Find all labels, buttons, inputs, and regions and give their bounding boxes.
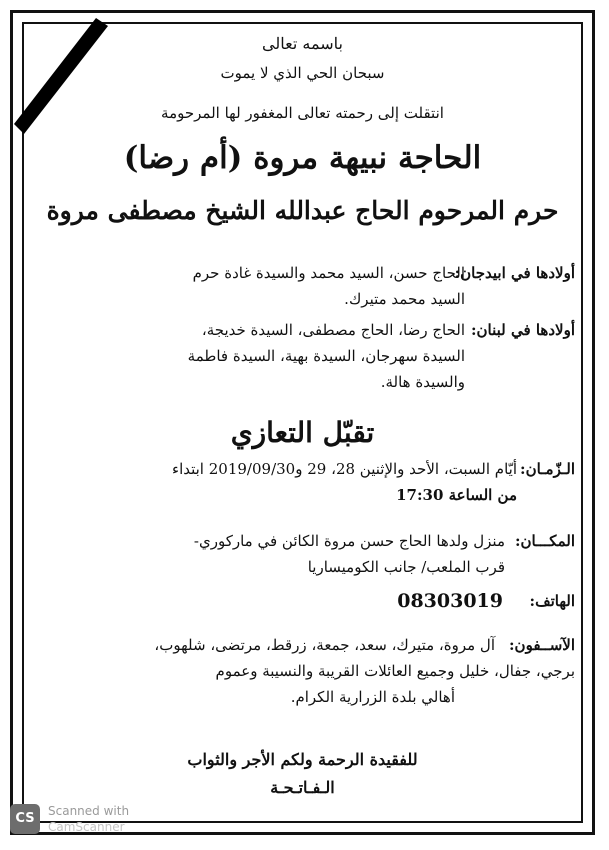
place-text — [50, 528, 505, 580]
mourners-line1: آل مروة، متيرك، سعد، جمعة، زرقط، مرتضى، شلهوب، — [154, 636, 495, 654]
closing-line: للفقيدة الرحمة ولكم الأجر والثواب — [187, 750, 418, 769]
time-line2: من الساعة 17:30 — [396, 486, 517, 504]
place-label: المكـــان: — [515, 532, 575, 550]
phone-label: الهاتف: — [529, 592, 575, 610]
children-lebanon-section — [30, 317, 575, 401]
place-line1: منزل ولدها الحاج حسن مروة الكائن في ماركوري- — [193, 532, 505, 550]
children-lebanon-label: أولادها في لبنان: — [471, 321, 575, 339]
children-lebanon-line2: السيدة سهرجان، السيدة بهية، السيدة فاطمة — [187, 347, 465, 365]
basmala: باسمه تعالى — [262, 34, 343, 53]
time-text — [50, 456, 517, 508]
place-section — [30, 528, 575, 584]
camscanner-logo-icon: CS — [10, 804, 40, 834]
condolences-title: تقبّل التعازي — [230, 416, 375, 449]
deceased-name: الحاجة نبيهة مروة (أم رضا) — [123, 140, 482, 176]
phone-number: 08303019 — [397, 590, 503, 612]
spouse-line: حرم المرحوم الحاج عبدالله الشيخ مصطفى مروة — [46, 196, 559, 225]
watermark-line1: Scanned with — [48, 804, 130, 818]
children-abidjan-label: أولادها في ابيدجان: — [454, 264, 575, 282]
mourners-section — [30, 632, 575, 716]
mourners-label: الآســفون: — [509, 636, 575, 654]
subhan-line: سبحان الحي الذي لا يموت — [220, 64, 385, 82]
children-abidjan-line1: الحاج حسن، السيد محمد والسيدة غادة حرم — [192, 264, 465, 282]
time-line1: أيّام السبت، الأحد والإثنين 28، 29 و2019/09/30 ابتداء — [172, 460, 517, 478]
phone-section — [30, 588, 575, 618]
mourners-line2: برجي، جفال، خليل وجميع العائلات القريبة والنسيبة وعموم — [215, 662, 575, 680]
place-line2: قرب الملعب/ جانب الكوميساريا — [307, 558, 505, 576]
fatiha-line: الـفـاتـحـة — [270, 778, 335, 797]
children-abidjan-line2: السيد محمد متيرك. — [344, 290, 465, 308]
children-abidjan-text — [58, 260, 465, 312]
children-abidjan-section — [30, 260, 575, 316]
time-label: الـزّمـان: — [520, 460, 575, 478]
children-lebanon-text — [58, 317, 465, 395]
children-lebanon-line3: والسيدة هالة. — [380, 373, 465, 391]
watermark-line2: CamScanner — [48, 820, 125, 834]
camscanner-watermark — [10, 802, 160, 840]
children-lebanon-line1: الحاج رضا، الحاج مصطفى، السيدة خديجة، — [201, 321, 465, 339]
intro-line: انتقلت إلى رحمته تعالى المغفور لها المرحومة — [161, 104, 444, 122]
time-section — [30, 456, 575, 512]
mourners-line3: أهالي بلدة الزرارية الكرام. — [290, 688, 455, 706]
obituary-notice — [30, 28, 575, 818]
